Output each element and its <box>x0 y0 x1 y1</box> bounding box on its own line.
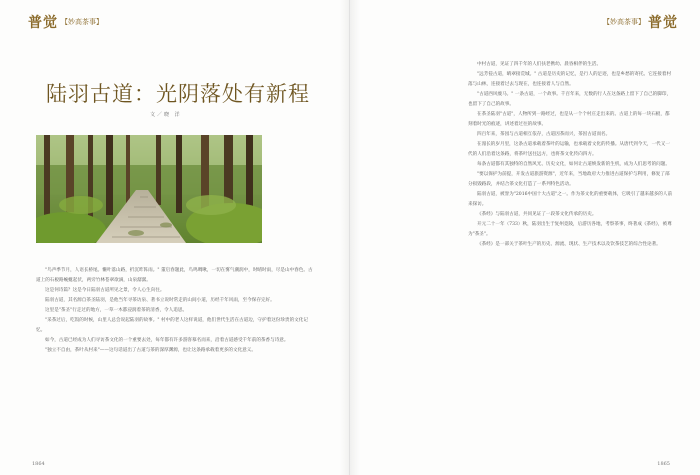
brand-logo: 普觉 <box>28 15 58 31</box>
paragraph: 四百年来，茶园与古道相互依存，古道因茶而兴，茶因古道而名。 <box>477 132 611 137</box>
right-body-text <box>468 60 673 250</box>
article-title: 陆羽古道：光阴落处有新程 <box>46 82 310 106</box>
paragraph: 在茶圣陆羽"古道"，人物所到一路经过，也是从一个个村庄走出来的。古道上的每一块石板，都刻着时光的痕迹，讲述着过往的故事。 <box>468 112 670 127</box>
paragraph: 陆羽古道，被誉为"2016中国十大古道"之一。作为茶文化的重要载体，它吸引了越来越多的人前来探访。 <box>468 192 673 207</box>
paragraph: 这里是"茶圣"行走过的地方，一草一木都浸润着茶的清香，令人追思。 <box>45 308 188 313</box>
section-tag: 【妙高茶事】 <box>603 18 645 26</box>
paragraph: 这是何诗篇？这是今日陆羽古道所见之景，令人心生向往。 <box>45 288 165 293</box>
page-header-right <box>603 12 678 32</box>
section-tag: 【妙高茶事】 <box>61 18 103 26</box>
left-body-text <box>36 266 314 356</box>
paragraph: 每条古道都有其独特的自然风光、历史文化，如何让古道焕发新的生机，成为人们思考的问题。 <box>477 162 670 167</box>
forest-path-photo <box>36 135 262 243</box>
byline: 文／晓 洋 <box>150 112 182 118</box>
paragraph: "古道西风瘦马。" 一条古道，一个故事。千百年来，无数的行人在这条路上留下了自己的脚印，也留下了自己的故事。 <box>468 92 672 107</box>
page-header-left <box>28 12 103 32</box>
brand-logo: 普觉 <box>648 15 678 31</box>
paragraph: 《茶经》与陆羽古道，共同见证了一段茶文化传承的历史。 <box>477 212 597 217</box>
paragraph: "远芳侵古道，晴翠接荒城。" 古道是历史的记忆，是行人的足迹，也是乡愁的寄托。它连接着村落与山林，连接着过去与现在，也连接着人与自然。 <box>468 72 672 87</box>
paragraph: 开元二十一年（733）秋，陆羽出生于复州竟陵，后游历各地，考察茶事，终著成《茶经》，被尊为"茶圣"。 <box>468 222 672 237</box>
paragraph: "要以保护为前提，开发古道旅游资源"，近年来，当地政府大力推进古道保护与利用，修复了部分损毁路段，并结合茶文化打造了一系列特色活动。 <box>468 172 670 187</box>
paragraph: 如今，古道已经成为人们寻访茶文化的一个重要去处，每年都有许多游客慕名而来，沿着古道感受千年前的茶香与诗意。 <box>45 338 289 343</box>
paragraph: 《茶经》是一部关于茶叶生产的历史、源流、现状、生产技术以及饮茶技艺的综合性论著。 <box>477 242 661 247</box>
paragraph: "独立不自由，茶叶从村来"——这句话道出了古道与茶的深厚渊源，也让这条路承载着更多的文化意义。 <box>45 348 256 353</box>
folio-right: 1865 <box>657 461 670 467</box>
paragraph: "采茶过后，吃饭的时候，山里人总会说起陆羽的故事。" 村中的老人这样说道，他们世代生活在古道边，守护着这份珍贵的文化记忆。 <box>36 318 308 333</box>
paragraph: "鸟声季节月，人语长桥尾。懒叶落山路，折沉昨阵雨。" 董启春题此，鸟鸣啁啾，一切在雾气潮润中，时晴时雨，尽是山中春色。古道上的石板路蜿蜒起伏，两旁竹林苍翠欲滴，山泉潺潺。 <box>36 268 313 283</box>
forest-path-illustration <box>36 135 262 243</box>
paragraph: 陆羽古道，其名源自茶圣陆羽，是他当年寻茶访泉、著书立说时常走的山间小道，历经千年风雨，至今保存完好。 <box>45 298 275 303</box>
paragraph: 在漫长的岁月里，这条古道承载着茶叶的运输，也承载着文化的传播。从唐代到今天，一代又一代的人们沿着这条路，将茶叶送往远方，也将茶文化传向四方。 <box>468 142 670 157</box>
paragraph: 中村古道，见证了四千年的人们扶老携幼、晨昏相伴的生活。 <box>477 62 602 67</box>
gutter-shadow <box>340 0 360 475</box>
folio-left: 1864 <box>32 461 45 467</box>
